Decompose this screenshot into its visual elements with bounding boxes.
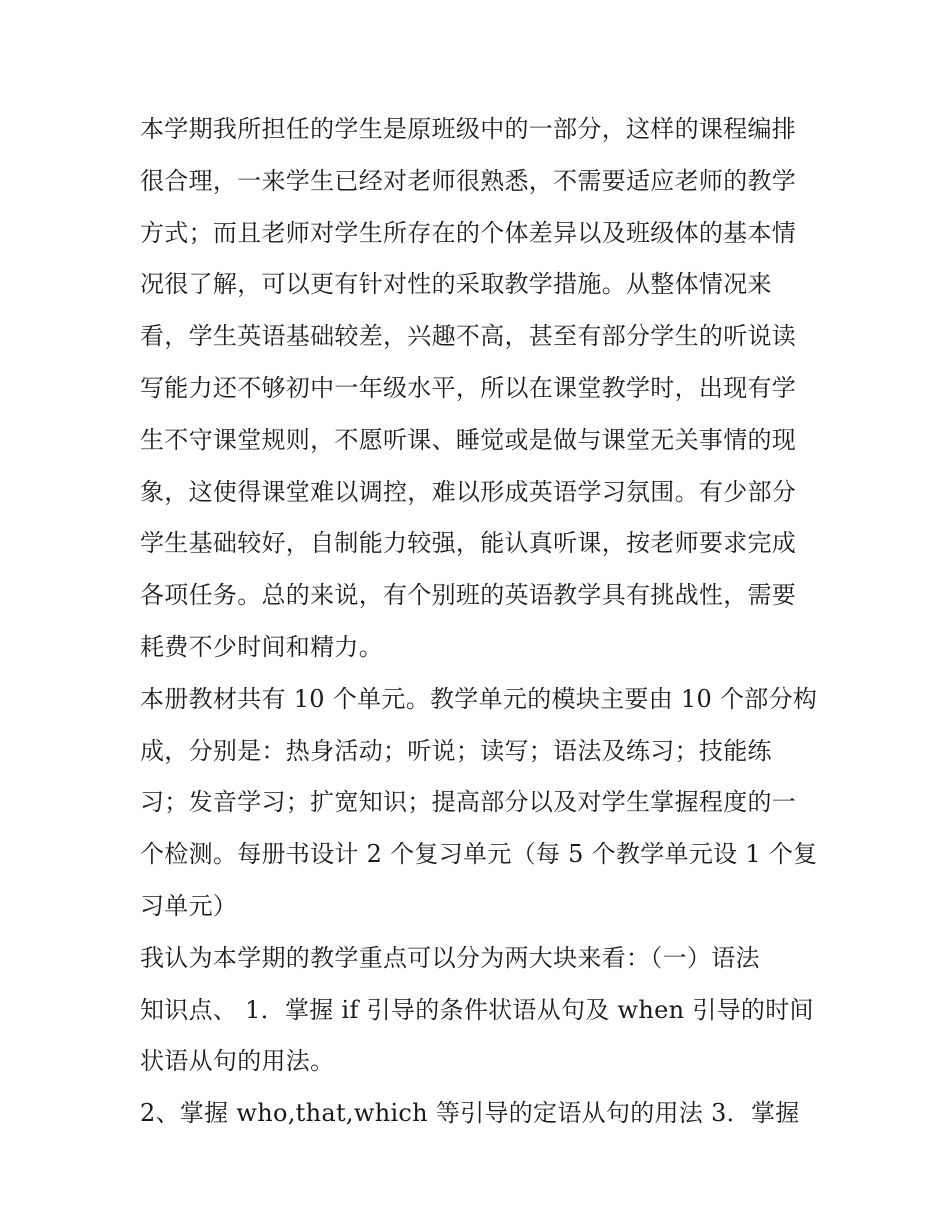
text-line: 2、掌握 who,that,which 等引导的定语从句的用法 3．掌握 — [140, 1099, 800, 1128]
text-line: 本册教材共有 10 个单元。教学单元的模块主要由 10 个部分构 — [140, 684, 818, 713]
text-line: 看，学生英语基础较差，兴趣不高，甚至有部分学生的听说读 — [140, 322, 797, 351]
text-line: 方式；而且老师对学生所存在的个体差异以及班级体的基本情 — [140, 218, 797, 247]
text-line: 很合理，一来学生已经对老师很熟悉，不需要适应老师的教学 — [140, 166, 797, 195]
body-text — [140, 104, 820, 1140]
text-line: 各项任务。总的来说，有个别班的英语教学具有挑战性，需要 — [140, 581, 797, 610]
text-line: 知识点、 1．掌握 if 引导的条件状语从句及 when 引导的时间 — [140, 995, 814, 1024]
text-line: 习；发音学习；扩宽知识；提高部分以及对学生掌握程度的一 — [140, 788, 797, 817]
text-line: 写能力还不够初中一年级水平，所以在课堂教学时，出现有学 — [140, 373, 797, 402]
text-line: 本学期我所担任的学生是原班级中的一部分，这样的课程编排 — [140, 115, 797, 143]
text-line: 成，分别是：热身活动；听说；读写；语法及练习；技能练 — [140, 736, 772, 765]
text-line: 习单元） — [140, 891, 238, 920]
text-line: 耗费不少时间和精力。 — [140, 632, 383, 661]
text-line: 生不守课堂规则，不愿听课、睡觉或是做与课堂无关事情的现 — [140, 425, 797, 454]
text-line: 我认为本学期的教学重点可以分为两大块来看：（一）语法 — [140, 943, 760, 972]
text-line: 学生基础较好，自制能力较强，能认真听课，按老师要求完成 — [140, 529, 797, 558]
text-line: 个检测。每册书设计 2 个复习单元（每 5 个教学单元设 1 个复 — [140, 840, 818, 869]
text-line: 象，这使得课堂难以调控，难以形成英语学习氛围。有少部分 — [140, 477, 797, 506]
text-line: 况很了解，可以更有针对性的采取教学措施。从整体情况来 — [140, 270, 772, 299]
text-line: 状语从句的用法。 — [140, 1047, 335, 1076]
